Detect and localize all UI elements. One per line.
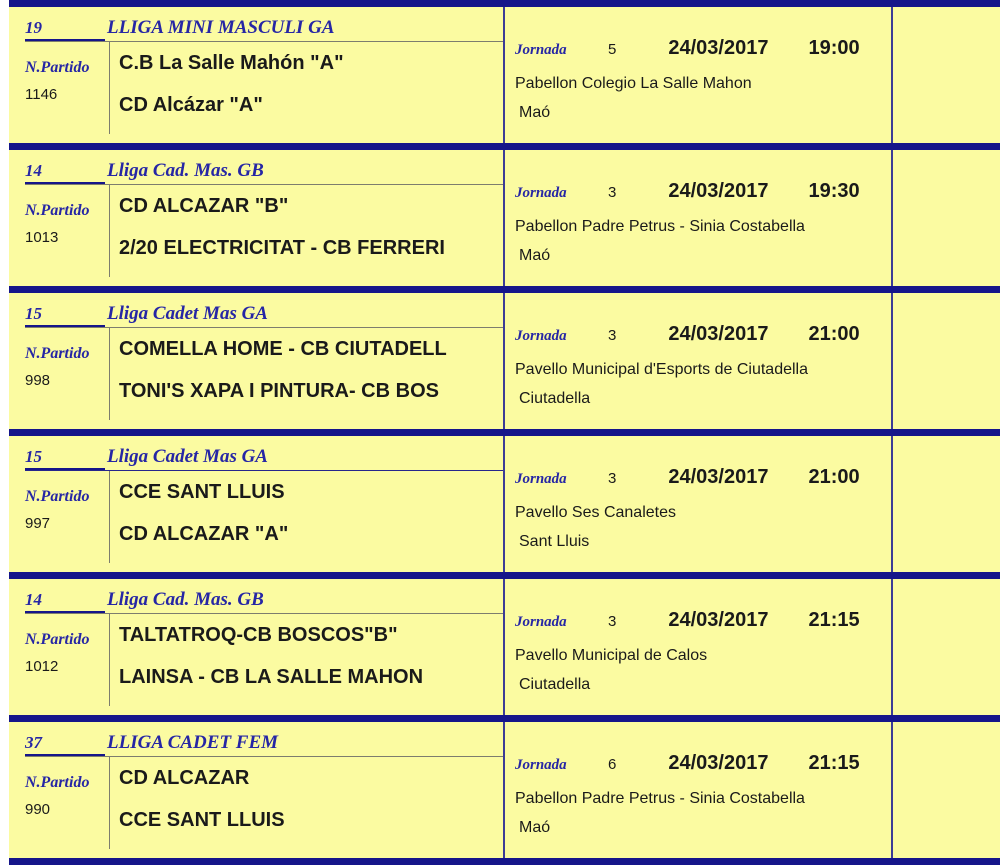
match-card-header xyxy=(25,579,503,614)
away-team-name: CCE SANT LLUIS xyxy=(119,809,285,831)
match-time: 21:00 xyxy=(808,466,860,488)
n-partido-label: N.Partido xyxy=(25,202,90,219)
match-number: 998 xyxy=(25,372,51,389)
jornada-label: Jornada xyxy=(515,757,567,773)
match-left-body xyxy=(9,471,503,572)
jornada-row xyxy=(515,609,891,632)
top-separator-bar xyxy=(9,0,1000,7)
row-number: 14 xyxy=(25,590,105,613)
away-team-name: LAINSA - CB LA SALLE MAHON xyxy=(119,666,424,688)
venue-city: Ciutadella xyxy=(519,390,591,407)
venue-name: Pavello Ses Canaletes xyxy=(515,504,676,521)
match-left-section xyxy=(9,579,505,715)
venue-name: Pabellon Padre Petrus - Sinia Costabella xyxy=(515,218,805,235)
match-card xyxy=(9,579,1000,715)
match-number: 997 xyxy=(25,515,51,532)
away-team-name: TONI'S XAPA I PINTURA- CB BOS xyxy=(119,380,439,402)
venue-name: Pabellon Padre Petrus - Sinia Costabella xyxy=(515,790,805,807)
match-left-section xyxy=(9,436,505,572)
match-time: 21:15 xyxy=(808,752,860,774)
league-name: Lliga Cadet Mas GA xyxy=(107,446,268,467)
jornada-row xyxy=(515,752,891,775)
separator-bar xyxy=(9,715,1000,722)
n-partido-column xyxy=(25,42,110,134)
n-partido-label: N.Partido xyxy=(25,631,90,648)
away-team-name: 2/20 ELECTRICITAT - CB FERRERI xyxy=(119,237,445,259)
away-team-name: CD Alcázar "A" xyxy=(119,94,263,116)
match-time: 21:15 xyxy=(808,609,860,631)
venue-city: Sant Lluis xyxy=(519,533,590,550)
league-name: Lliga Cad. Mas. GB xyxy=(107,160,264,181)
jornada-label: Jornada xyxy=(515,614,567,630)
home-team-name: CD ALCAZAR xyxy=(119,767,250,789)
teams-column xyxy=(110,757,285,858)
match-number: 990 xyxy=(25,801,51,818)
home-team-name: COMELLA HOME - CB CIUTADELL xyxy=(119,338,447,360)
teams-column xyxy=(110,185,445,286)
match-card xyxy=(9,7,1000,143)
match-date: 24/03/2017 xyxy=(668,609,769,631)
home-team-name: C.B La Salle Mahón "A" xyxy=(119,52,344,74)
venue-city: Maó xyxy=(519,104,551,121)
row-number: 37 xyxy=(25,733,105,756)
match-card-header xyxy=(25,722,503,757)
row-number: 14 xyxy=(25,161,105,184)
match-date: 24/03/2017 xyxy=(668,37,769,59)
match-card xyxy=(9,150,1000,286)
teams-column xyxy=(110,42,344,143)
row-number: 15 xyxy=(25,304,105,327)
n-partido-column xyxy=(25,328,110,420)
teams-column xyxy=(110,614,423,715)
match-card-header xyxy=(25,436,503,471)
venue-name: Pavello Municipal d'Esports de Ciutadella xyxy=(515,361,808,378)
n-partido-label: N.Partido xyxy=(25,345,90,362)
match-left-body xyxy=(9,42,503,143)
match-card-header xyxy=(25,293,503,328)
separator-bar xyxy=(9,429,1000,436)
n-partido-column xyxy=(25,185,110,277)
venue-city: Maó xyxy=(519,819,551,836)
league-name: Lliga Cadet Mas GA xyxy=(107,303,268,324)
jornada-number: 3 xyxy=(608,613,617,630)
match-date: 24/03/2017 xyxy=(668,180,769,202)
match-left-section xyxy=(9,7,505,143)
empty-right-column xyxy=(893,150,1000,286)
match-info-section xyxy=(505,579,893,715)
venue-city: Maó xyxy=(519,247,551,264)
venue-name: Pabellon Colegio La Salle Mahon xyxy=(515,75,752,92)
match-left-body xyxy=(9,757,503,858)
match-number: 1012 xyxy=(25,658,59,675)
teams-column xyxy=(110,471,288,572)
home-team-name: CD ALCAZAR "B" xyxy=(119,195,289,217)
home-team-name: TALTATROQ-CB BOSCOS"B" xyxy=(119,624,398,646)
separator-bar xyxy=(9,572,1000,579)
league-name: LLIGA MINI MASCULI GA xyxy=(107,17,335,38)
home-team-name: CCE SANT LLUIS xyxy=(119,481,285,503)
row-number: 19 xyxy=(25,18,105,41)
match-card-header xyxy=(25,7,503,42)
match-date: 24/03/2017 xyxy=(668,466,769,488)
jornada-row xyxy=(515,466,891,489)
league-name: LLIGA CADET FEM xyxy=(107,732,279,753)
row-number: 15 xyxy=(25,447,105,470)
match-left-body xyxy=(9,614,503,715)
empty-right-column xyxy=(893,722,1000,858)
n-partido-column xyxy=(25,471,110,563)
jornada-label: Jornada xyxy=(515,471,567,487)
jornada-number: 5 xyxy=(608,41,617,58)
n-partido-label: N.Partido xyxy=(25,488,90,505)
jornada-label: Jornada xyxy=(515,328,567,344)
jornada-number: 6 xyxy=(608,756,617,773)
match-time: 21:00 xyxy=(808,323,860,345)
match-date: 24/03/2017 xyxy=(668,752,769,774)
jornada-row xyxy=(515,180,891,203)
match-number: 1013 xyxy=(25,229,59,246)
match-info-section xyxy=(505,722,893,858)
match-number: 1146 xyxy=(25,86,58,103)
jornada-number: 3 xyxy=(608,327,617,344)
match-time: 19:30 xyxy=(808,180,860,202)
separator-bar xyxy=(9,286,1000,293)
empty-right-column xyxy=(893,579,1000,715)
n-partido-label: N.Partido xyxy=(25,59,90,76)
match-left-section xyxy=(9,722,505,858)
jornada-number: 3 xyxy=(608,470,617,487)
match-left-body xyxy=(9,185,503,286)
match-card xyxy=(9,293,1000,429)
venue-name: Pavello Municipal de Calos xyxy=(515,647,708,664)
league-name: Lliga Cad. Mas. GB xyxy=(107,589,264,610)
jornada-row xyxy=(515,37,891,60)
empty-right-column xyxy=(893,436,1000,572)
match-left-body xyxy=(9,328,503,429)
match-time: 19:00 xyxy=(808,37,860,59)
n-partido-label: N.Partido xyxy=(25,774,90,791)
venue-city: Ciutadella xyxy=(519,676,591,693)
match-info-section xyxy=(505,7,893,143)
teams-column xyxy=(110,328,447,429)
n-partido-column xyxy=(25,614,110,706)
jornada-label: Jornada xyxy=(515,185,567,201)
match-info-section xyxy=(505,436,893,572)
match-card-header xyxy=(25,150,503,185)
match-card-list xyxy=(0,7,1000,865)
match-date: 24/03/2017 xyxy=(668,323,769,345)
jornada-label: Jornada xyxy=(515,42,567,58)
separator-bar xyxy=(9,143,1000,150)
match-info-section xyxy=(505,150,893,286)
empty-right-column xyxy=(893,7,1000,143)
away-team-name: CD ALCAZAR "A" xyxy=(119,523,289,545)
match-left-section xyxy=(9,293,505,429)
match-left-section xyxy=(9,150,505,286)
n-partido-column xyxy=(25,757,110,849)
empty-right-column xyxy=(893,293,1000,429)
match-card xyxy=(9,436,1000,572)
jornada-row xyxy=(515,323,891,346)
jornada-number: 3 xyxy=(608,184,617,201)
match-info-section xyxy=(505,293,893,429)
match-card xyxy=(9,722,1000,858)
